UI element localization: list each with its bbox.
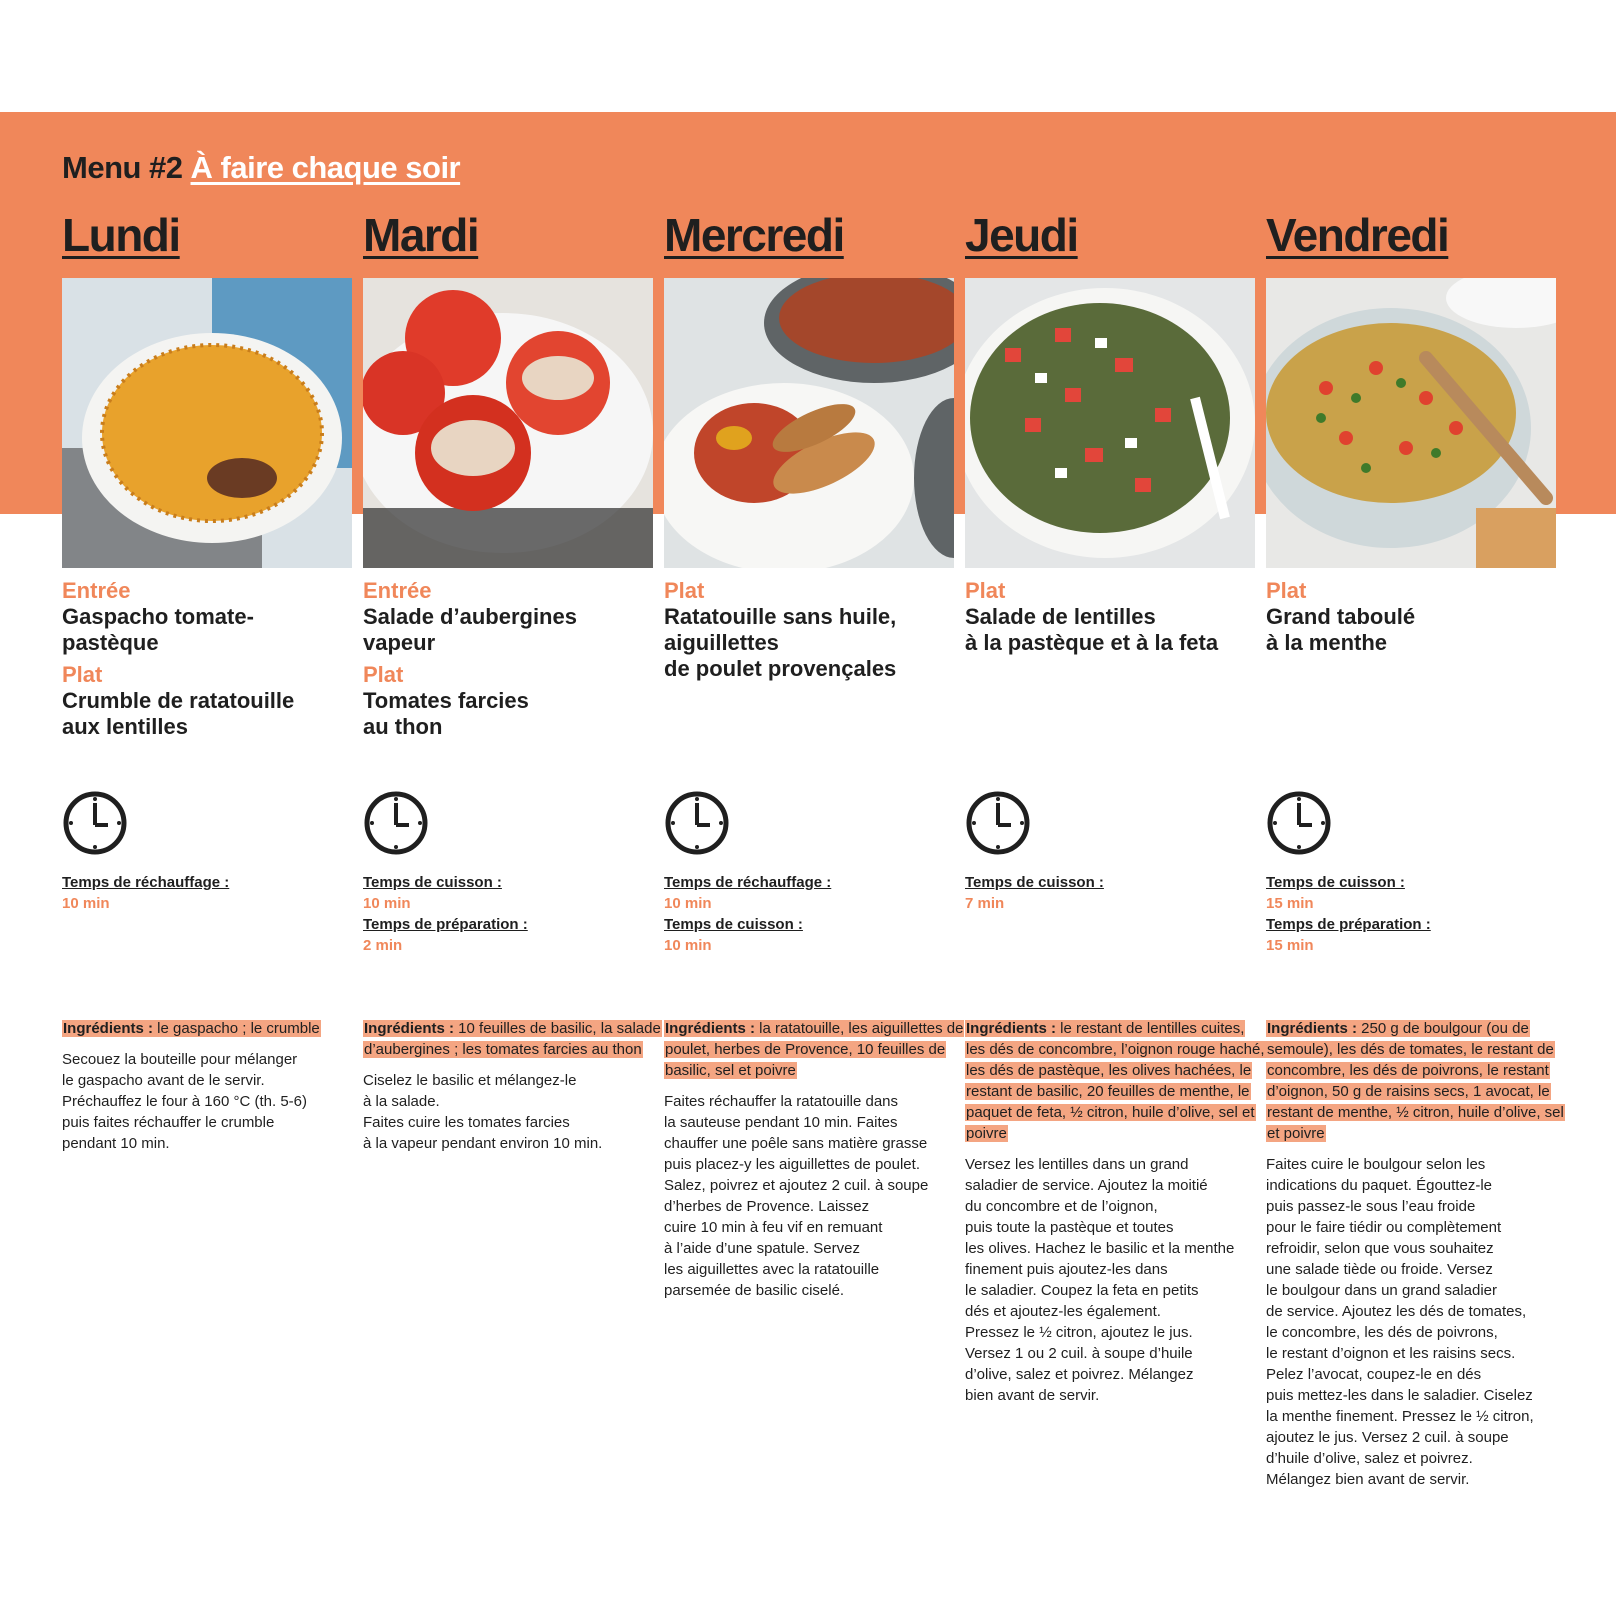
ingredients-line [1266, 1018, 1566, 1144]
clock-icon [62, 790, 128, 856]
day-column-lundi [62, 0, 352, 1616]
recipe-text [965, 1018, 1265, 1406]
menu-subtitle: À faire chaque soir [190, 150, 461, 185]
lentil-salad-image [965, 278, 1255, 568]
clock-icon [1266, 790, 1332, 856]
recipe-text [363, 1018, 663, 1154]
time-label: Temps de préparation : [1266, 916, 1431, 933]
course-label: Plat [62, 662, 103, 687]
instructions: Ciselez le basilic et mélangez-le à la salade. Faites cuire les tomates farcies à la vapeur pendant environ 10 min. [363, 1072, 603, 1152]
time-value: 10 min [664, 895, 712, 912]
time-info [62, 872, 352, 914]
tabbouleh-bowl-image [1266, 278, 1556, 568]
dish-name: Ratatouille sans huile, aiguillettes de poulet provençales [664, 604, 897, 681]
time-value: 10 min [62, 895, 110, 912]
time-info [363, 872, 653, 956]
gratin-dish-image [62, 278, 352, 568]
course-label: Entrée [62, 578, 131, 603]
day-column-vendredi [1266, 0, 1564, 1616]
ingredients-label: Ingrédients : [966, 1020, 1057, 1037]
ingredients-label: Ingrédients : [1267, 1020, 1358, 1037]
day-column-mardi [363, 0, 661, 1616]
clock-icon [363, 790, 429, 856]
day-title: Vendredi [1266, 209, 1449, 261]
ingredients-line [62, 1018, 362, 1039]
ratatouille-chicken-image [664, 278, 954, 568]
day-title: Mercredi [664, 209, 844, 261]
course-label: Plat [363, 662, 404, 687]
time-info [965, 872, 1255, 914]
ingredients-label: Ingrédients : [63, 1020, 154, 1037]
day-title: Lundi [62, 209, 180, 261]
day-column-jeudi [965, 0, 1265, 1616]
course-label: Plat [664, 578, 705, 603]
recipe-text [62, 1018, 362, 1154]
day-title: Mardi [363, 209, 479, 261]
dish-list [664, 578, 964, 682]
day-column-mercredi [664, 0, 964, 1616]
time-value: 10 min [363, 895, 411, 912]
stuffed-tomatoes-image [363, 278, 653, 568]
time-label: Temps de cuisson : [363, 874, 502, 891]
time-label: Temps de réchauffage : [62, 874, 230, 891]
instructions: Secouez la bouteille pour mélanger le gaspacho avant de le servir. Préchauffez le four à 160 °C (th. 5-6) puis faites réchauffer le crumble pendant 10 min. [62, 1051, 308, 1152]
instructions: Faites réchauffer la ratatouille dans la sauteuse pendant 10 min. Faites chauffer une poêle sans matière grasse puis placez-y les aiguillettes de poulet. Salez, poivrez et ajoutez 2 cuil. à soupe d’herbes de Provence. Laissez cuire 10 min à feu vif en remuant à l’aide d’une spatule. Servez les aiguillettes avec la ratatouille parsemée de basilic ciselé. [664, 1093, 929, 1299]
course-label: Plat [1266, 578, 1307, 603]
recipe-text [664, 1018, 964, 1301]
course-label: Entrée [363, 578, 432, 603]
day-title: Jeudi [965, 209, 1078, 261]
ingredients-label: Ingrédients : [364, 1020, 455, 1037]
menu-label: Menu #2 [62, 150, 183, 185]
time-info [1266, 872, 1556, 956]
time-value: 15 min [1266, 895, 1314, 912]
time-label: Temps de cuisson : [965, 874, 1104, 891]
dish-name: Salade de lentilles à la pastèque et à la feta [965, 604, 1219, 655]
time-value: 2 min [363, 937, 403, 954]
dish-name: Grand taboulé à la menthe [1266, 604, 1416, 655]
course-label: Plat [965, 578, 1006, 603]
dish-name: Tomates farcies au thon [363, 688, 529, 739]
time-label: Temps de cuisson : [1266, 874, 1405, 891]
ingredients-line [965, 1018, 1265, 1144]
instructions: Faites cuire le boulgour selon les indications du paquet. Égouttez-le puis passez-le sous l’eau froide pour le faire tiédir ou complètement refroidir, selon que vous souhaitez une salade tiède ou froide. Versez le boulgour dans un grand saladier de service. Ajoutez les dés de tomates, le concombre, les dés de poivrons, le restant d’oignon et les raisins secs. Pelez l’avocat, coupez-le en dés puis mettez-les dans le saladier. Ciselez la menthe finement. Pressez le ½ citron, ajoutez le jus. Versez 2 cuil. à soupe d’huile d’olive, salez et poivrez. Mélangez bien avant de servir. [1266, 1156, 1534, 1488]
dish-list [1266, 578, 1566, 656]
time-label: Temps de cuisson : [664, 916, 803, 933]
ingredients-line [363, 1018, 663, 1060]
time-value: 7 min [965, 895, 1005, 912]
dish-name: Crumble de ratatouille aux lentilles [62, 688, 295, 739]
ingredients-line [664, 1018, 964, 1081]
clock-icon [664, 790, 730, 856]
dish-name: Salade d’aubergines vapeur [363, 604, 577, 655]
dish-list [363, 578, 663, 740]
time-label: Temps de préparation : [363, 916, 528, 933]
clock-icon [965, 790, 1031, 856]
time-info [664, 872, 954, 956]
ingredients-list: la ratatouille, les aiguillettes de poulet, herbes de Provence, 10 feuilles de basilic, sel et poivre [665, 1020, 964, 1079]
time-label: Temps de réchauffage : [664, 874, 832, 891]
dish-name: Gaspacho tomate- pastèque [62, 604, 254, 655]
recipe-text [1266, 1018, 1566, 1490]
time-value: 15 min [1266, 937, 1314, 954]
dish-list [62, 578, 362, 740]
dish-list [965, 578, 1265, 656]
ingredients-list: le gaspacho ; le crumble [153, 1020, 320, 1037]
ingredients-list: 250 g de boulgour (ou de semoule), les dés de tomates, le restant de concombre, les dés de poivrons, le restant d’oignon, 50 g de raisins secs, 1 avocat, le restant de menthe, ½ citron, huile d’olive, sel et poivre [1267, 1020, 1564, 1142]
ingredients-list: le restant de lentilles cuites, les dés de concombre, l’oignon rouge haché, les dés de pastèque, les olives hachées, le restant de basilic, 20 feuilles de menthe, le paquet de feta, ½ citron, huile d’olive, sel et poivre [966, 1020, 1265, 1142]
instructions: Versez les lentilles dans un grand saladier de service. Ajoutez la moitié du concombre et de l’oignon, puis toute la pastèque et toutes les olives. Hachez le basilic et la menthe finement puis ajoutez-les dans le saladier. Coupez la feta en petits dés et ajoutez-les également. Pressez le ½ citron, ajoutez le jus. Versez 1 ou 2 cuil. à soupe d’huile d’olive, salez et poivrez. Mélangez bien avant de servir. [965, 1156, 1235, 1404]
time-value: 10 min [664, 937, 712, 954]
ingredients-label: Ingrédients : [665, 1020, 756, 1037]
ingredients-list: 10 feuilles de basilic, la salade d’aubergines ; les tomates farcies au thon [364, 1020, 661, 1058]
